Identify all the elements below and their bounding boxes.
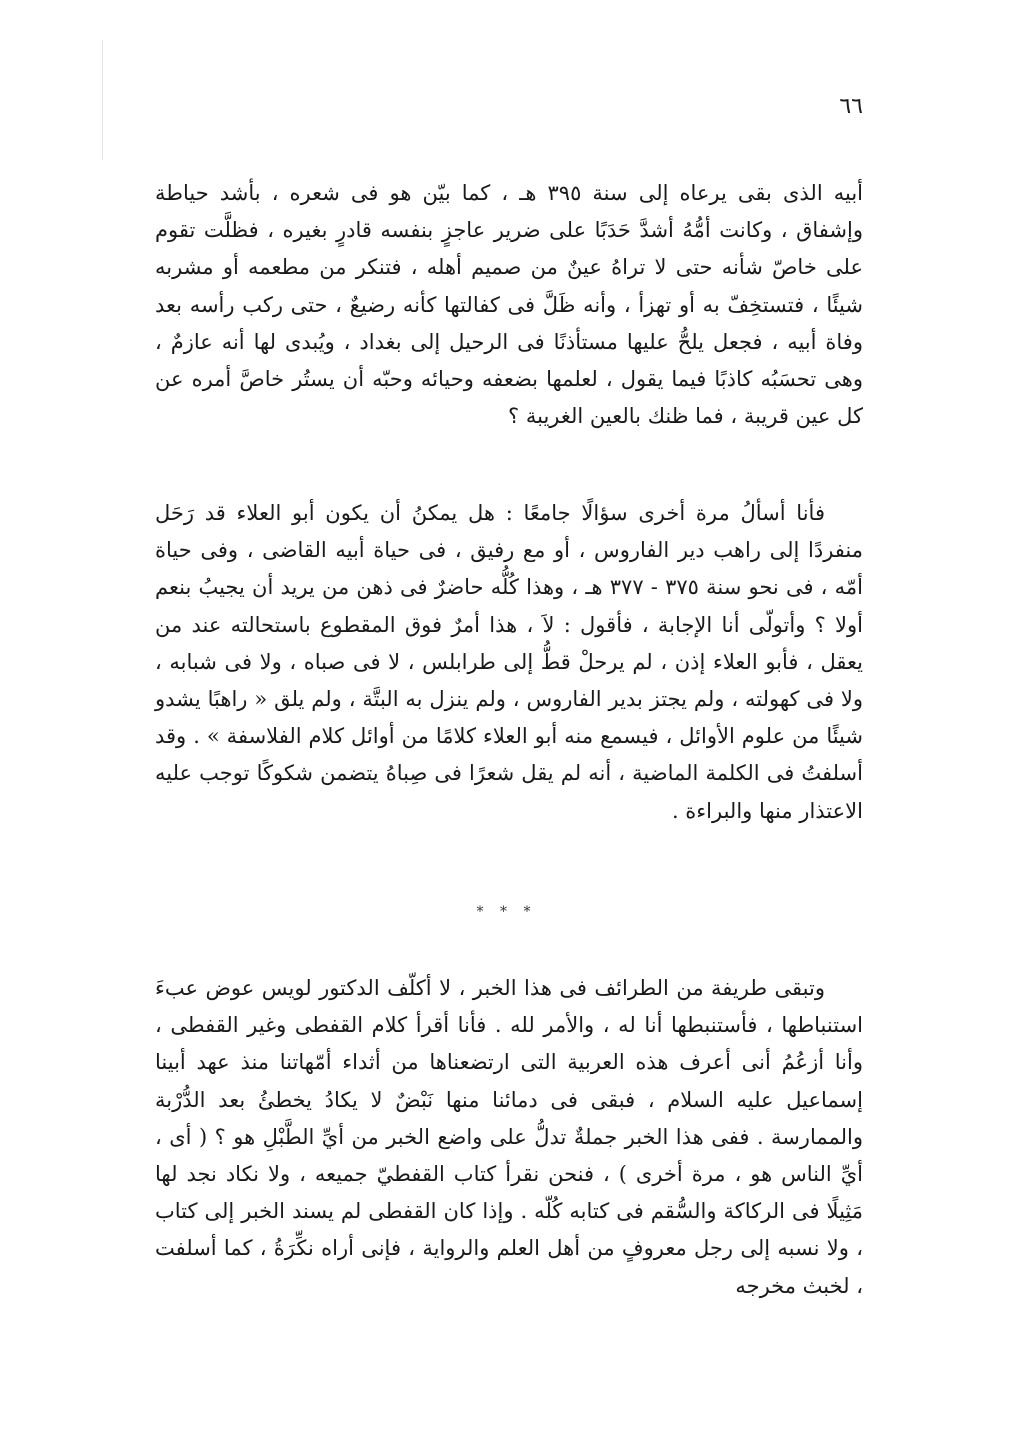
- paragraph-2-text: فأنا أسألُ مرة أخرى سؤالًا جامعًا : هل يمكنُ أن يكون أبو العلاء قد رَحَل منفردًا إلى راهب دير الفاروس ، أو مع رفيق ، فى حياة أبيه القاضى ، وفى حياة أمّه ، فى نحو سنة ٣٧٥ - ٣٧٧ هـ ، وهذا كُلُّه حاضرٌ فى ذهن من يريد أن يجيبُ بنعم أولا ؟ وأتولّى أنا الإجابة ، فأقول : لاَ ، هذا أمرٌ فوق المقطوع باستحالته عند من يعقل ، فأبو العلاء إذن ، لم يرحلْ قطُّ إلى طرابلس ، لا فى صباه ، ولا فى شبابه ، ولا فى كهولته ، ولم يجتز بدير الفاروس ، ولم ينزل به البتَّة ، ولم يلق « راهبًا يشدو شيئًا من علوم الأوائل ، فيسمع منه أبو العلاء كلامًا من أوائل كلام الفلاسفة » . وقد أسلفتُ فى الكلمة الماضية ، أنه لم يقل شعرًا فى صِباهُ يتضمن شكوكًا توجب عليه الاعتذار منها والبراءة .: [155, 501, 863, 823]
- page-number: ٦٦: [839, 94, 863, 119]
- paragraph-1-text: أبيه الذى بقى يرعاه إلى سنة ٣٩٥ هـ ، كما بيّن هو فى شعره ، بأشد حياطة وإشفاق ، وكانت أمُّهُ أشدَّ حَدَبًا على ضرير عاجزٍ بنفسه قادرٍ بغيره ، فظلَّت تقوم على خاصّ شأنه حتى لا تراهُ عينٌ من صميم أهله ، فتنكر من مطعمه أو مشربه شيئًا ، فتستخِفّ به أو تهزأ ، وأنه ظَلَّ فى كفالتها كأنه رضيعٌ ، حتى ركب رأسه بعد وفاة أبيه ، فجعل يلحُّ عليها مستأذنًا فى الرحيل إلى بغداد ، ويُبدى لها أنه عازمٌ ، وهى تحسَبُه كاذبًا فيما يقول ، لعلمها بضعفه وحيائه وحبّه أن يستُر خاصَّ أمره عن كل عين قريبة ، فما ظنك بالعين الغريبة ؟: [155, 181, 864, 429]
- paragraph-3-text: وتبقى طريفة من الطرائف فى هذا الخبر ، لا أكلّف الدكتور لويس عوض عبءَ استنباطها ، فأستنبطها أنا له ، والأمر لله . فأنا أقرأ كلام القفطى وغير القفطى ، وأنا أزعُمُ أنى أعرف هذه العربية التى ارتضعناها من أثداء أمّهاتنا منذ عهد أبينا إسماعيل عليه السلام ، فبقى فى دمائنا منها نَبْضٌ لا يكادُ يخطئُ بعد الدُّرْبة والممارسة . ففى هذا الخبر جملةٌ تدلُّ على واضع الخبر من أيِّ الطَّبْلِ هو ؟ ( أى ، أيِّ الناس هو ، مرة أخرى ) ، فنحن نقرأ كتاب القفطيّ جميعه ، ولا نكاد نجد لها مَثِيلًا فى الركاكة والسُّقم فى كتابه كُلّه . وإذا كان القفطى لم يسند الخبر إلى كتاب ، ولا نسبه إلى رجل معروفٍ من أهل العلم والرواية ، فإنى أراه نكِّرَةُ ، كما أسلفت ، لخبث مخرجه: [155, 976, 864, 1298]
- paragraph-1: [155, 175, 863, 435]
- page-margin-line: [102, 40, 103, 160]
- section-separator: * * *: [476, 904, 537, 920]
- paragraph-2: [155, 495, 863, 830]
- paragraph-3: [155, 970, 863, 1305]
